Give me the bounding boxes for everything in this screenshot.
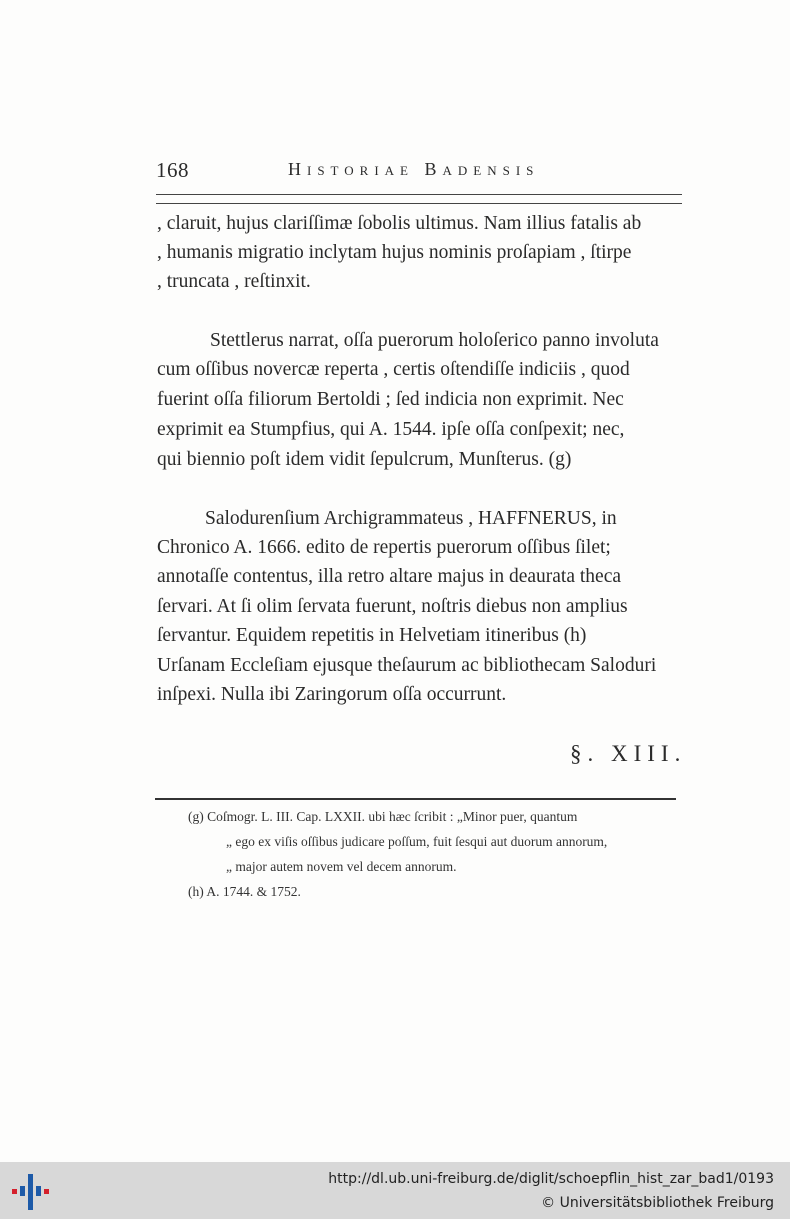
footnote-line: „ major autem novem vel decem annorum. — [226, 859, 457, 874]
text-line: , humanis migratio inclytam hujus nominis proſapiam , ſtirpe — [157, 242, 632, 263]
text-line: ſervantur. Equidem repetitis in Helvetiam itineribus (h) — [157, 625, 587, 646]
text-line: annotaſſe contentus, illa retro altare majus in deaurata theca — [157, 566, 622, 587]
text-line: inſpexi. Nulla ibi Zaringorum oſſa occurrunt. — [157, 684, 507, 705]
section-heading: §. XIII. — [570, 741, 687, 766]
permalink-url[interactable]: http://dl.ub.uni-freiburg.de/diglit/schoepflin_hist_zar_bad1/0193 — [328, 1171, 774, 1187]
text-line: Stettlerus narrat, oſſa puerorum holoſerico panno involuta — [210, 330, 659, 351]
footnote-line: (h) A. 1744. & 1752. — [188, 884, 301, 899]
running-header — [156, 158, 682, 186]
footnote-line: „ ego ex viſis oſſibus judicare poſſum, fuit ſesqui aut duorum annorum, — [226, 834, 608, 849]
text-line: exprimit ea Stumpfius, qui A. 1544. ipſe oſſa conſpexit; nec, — [157, 419, 625, 440]
header-double-rule — [156, 194, 682, 204]
text-line: , claruit, hujus clariſſimæ ſobolis ultimus. Nam illius fatalis ab — [157, 213, 642, 234]
text-line: Salodurenſium Archigrammateus , HAFFNERUS, in — [205, 508, 617, 529]
text-line: qui biennio poſt idem vidit ſepulcrum, Munſterus. (g) — [157, 449, 572, 470]
text-line: cum oſſibus novercæ reperta , certis oſtendiſſe indiciis , quod — [157, 359, 630, 380]
text-line: Urſanam Eccleſiam ejusque theſaurum ac bibliothecam Saloduri — [157, 655, 657, 676]
text-line: ſervari. At ſi olim ſervata fuerunt, noſtris diebus non amplius — [157, 596, 628, 617]
text-line: , truncata , reſtinxit. — [157, 271, 311, 292]
running-title: Historiae Badensis — [288, 159, 540, 179]
ub-freiburg-logo-icon — [10, 1172, 50, 1212]
footnote-line: (g) Coſmogr. L. III. Cap. LXXII. ubi hæc ſcribit : „Minor puer, quantum — [188, 809, 578, 824]
text-line: fuerint oſſa filiorum Bertoldi ; ſed indicia non exprimit. Nec — [157, 389, 624, 410]
footnote-rule — [155, 798, 676, 800]
text-line: Chronico A. 1666. edito de repertis puerorum oſſibus ſilet; — [157, 537, 611, 558]
page-number: 168 — [156, 158, 189, 182]
viewer-footer — [0, 1162, 790, 1219]
copyright-notice: © Universitätsbibliothek Freiburg — [541, 1195, 774, 1211]
